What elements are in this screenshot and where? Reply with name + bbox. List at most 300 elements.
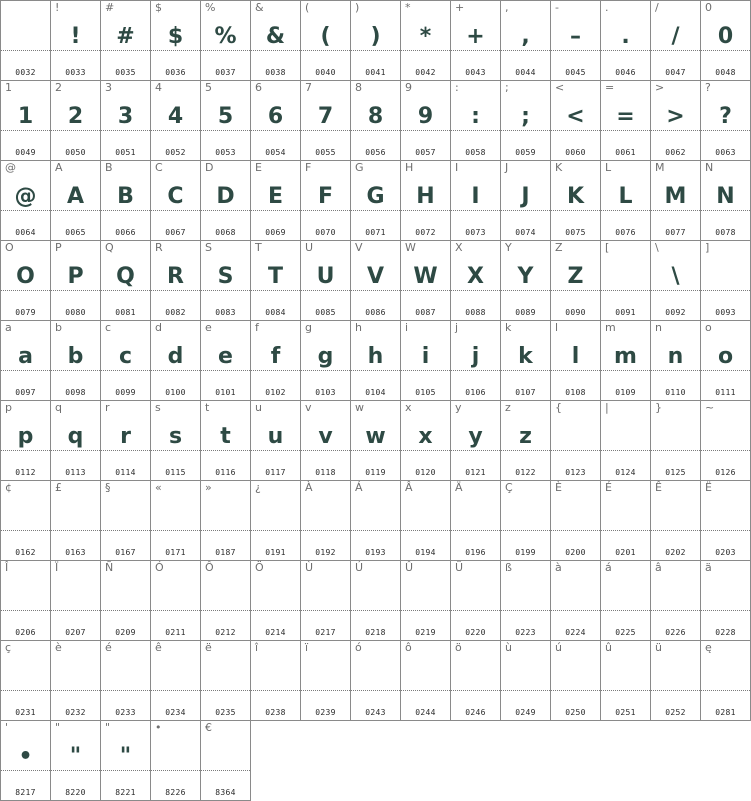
- glyph-preview: Y: [517, 264, 534, 289]
- character-code: 0231: [15, 708, 36, 717]
- glyph-cell: [1, 401, 51, 481]
- character-label: n: [655, 321, 662, 334]
- character-label: 6: [255, 81, 262, 94]
- character-code: 0167: [115, 548, 136, 557]
- character-label: U: [305, 241, 314, 254]
- baseline-guide: [351, 530, 400, 531]
- character-label: Î: [5, 561, 9, 574]
- glyph-cell: [501, 241, 551, 321]
- character-label: ó: [355, 641, 362, 654]
- character-label: F: [305, 161, 312, 174]
- character-code: 0163: [65, 548, 86, 557]
- glyph-cell: [651, 241, 701, 321]
- glyph-cell: [51, 81, 101, 161]
- glyph-cell: [1, 81, 51, 161]
- character-label: Ü: [455, 561, 464, 574]
- character-label: {: [555, 401, 562, 414]
- glyph-cell: [501, 1, 551, 81]
- character-label: p: [5, 401, 12, 414]
- glyph-cell: [201, 81, 251, 161]
- character-code: 0126: [715, 468, 736, 477]
- character-label: a: [5, 321, 12, 334]
- glyph-preview: ?: [719, 104, 732, 129]
- baseline-guide: [201, 770, 250, 771]
- character-code: 0249: [515, 708, 536, 717]
- character-label: 9: [405, 81, 412, 94]
- glyph-cell: [451, 81, 501, 161]
- character-label: ": [105, 721, 111, 734]
- character-code: 0162: [15, 548, 36, 557]
- baseline-guide: [501, 690, 550, 691]
- glyph-cell: [251, 481, 301, 561]
- glyph-cell: [451, 641, 501, 721]
- glyph-preview: G: [366, 184, 385, 209]
- character-label: ù: [505, 641, 512, 654]
- character-code: 0225: [615, 628, 636, 637]
- glyph-cell: [301, 401, 351, 481]
- character-code: 0055: [315, 148, 336, 157]
- glyph-cell: [151, 561, 201, 641]
- baseline-guide: [451, 690, 500, 691]
- glyph-cell: [1, 1, 51, 81]
- character-code: 8221: [115, 788, 136, 797]
- glyph-cell: [601, 321, 651, 401]
- glyph-preview: j: [471, 344, 480, 369]
- character-label: $: [155, 1, 162, 14]
- glyph-cell: [201, 641, 251, 721]
- baseline-guide: [651, 450, 700, 451]
- character-code: 0171: [165, 548, 186, 557]
- character-code: 0057: [415, 148, 436, 157]
- character-code: 0092: [665, 308, 686, 317]
- glyph-cell: [651, 641, 701, 721]
- glyph-preview: I: [471, 184, 480, 209]
- character-code: 0250: [565, 708, 586, 717]
- glyph-preview: l: [571, 344, 580, 369]
- glyph-preview: +: [466, 24, 485, 49]
- character-label: ¿: [255, 481, 261, 494]
- glyph-cell: [601, 161, 651, 241]
- glyph-cell: [651, 161, 701, 241]
- glyph-cell: [701, 161, 751, 241]
- character-label: m: [605, 321, 616, 334]
- glyph-preview: v: [318, 424, 333, 449]
- character-label: x: [405, 401, 412, 414]
- character-code: 0099: [115, 388, 136, 397]
- glyph-preview: 0: [717, 24, 734, 49]
- character-code: 0235: [215, 708, 236, 717]
- glyph-preview: &: [265, 24, 286, 49]
- character-label: (: [305, 1, 310, 14]
- character-label: É: [605, 481, 612, 494]
- character-code: 0252: [665, 708, 686, 717]
- character-label: •: [155, 721, 162, 734]
- glyph-preview: f: [270, 344, 281, 369]
- character-label: j: [455, 321, 459, 334]
- character-label: Ó: [155, 561, 164, 574]
- character-label: ä: [705, 561, 712, 574]
- character-code: 0042: [415, 68, 436, 77]
- glyph-cell: [651, 401, 701, 481]
- baseline-guide: [701, 610, 750, 611]
- character-code: 0244: [415, 708, 436, 717]
- character-code: 0120: [415, 468, 436, 477]
- character-label: Ë: [705, 481, 712, 494]
- glyph-cell: [1, 321, 51, 401]
- character-code: 0232: [65, 708, 86, 717]
- glyph-preview: C: [167, 184, 184, 209]
- character-code: 0206: [15, 628, 36, 637]
- glyph-cell: [51, 1, 101, 81]
- glyph-preview: 8: [367, 104, 384, 129]
- glyph-preview: k: [518, 344, 533, 369]
- character-label: W: [405, 241, 416, 254]
- character-code: 0281: [715, 708, 736, 717]
- glyph-cell: [251, 321, 301, 401]
- glyph-preview: D: [216, 184, 235, 209]
- glyph-cell: [301, 321, 351, 401]
- glyph-preview: ,: [521, 24, 530, 49]
- glyph-preview: :: [471, 104, 480, 129]
- glyph-cell: [551, 401, 601, 481]
- baseline-guide: [651, 690, 700, 691]
- character-label: ę: [705, 641, 712, 654]
- character-label: ü: [655, 641, 662, 654]
- character-label: á: [605, 561, 612, 574]
- character-label: v: [305, 401, 312, 414]
- glyph-cell: [1, 721, 51, 801]
- character-code: 0098: [65, 388, 86, 397]
- character-code: 0228: [715, 628, 736, 637]
- character-label: =: [605, 81, 615, 94]
- baseline-guide: [101, 690, 150, 691]
- baseline-guide: [251, 530, 300, 531]
- glyph-preview: H: [416, 184, 435, 209]
- character-label: Ñ: [105, 561, 114, 574]
- character-code: 0069: [265, 228, 286, 237]
- glyph-cell: [651, 1, 701, 81]
- character-code: 0217: [315, 628, 336, 637]
- glyph-cell: [301, 161, 351, 241]
- character-label: %: [205, 1, 216, 14]
- character-code: 0124: [615, 468, 636, 477]
- character-code: 0059: [515, 148, 536, 157]
- character-label: u: [255, 401, 262, 414]
- baseline-guide: [1, 530, 50, 531]
- glyph-preview: b: [67, 344, 84, 369]
- character-code: 0071: [365, 228, 386, 237]
- glyph-preview: $: [167, 24, 184, 49]
- baseline-guide: [401, 610, 450, 611]
- character-code: 0079: [15, 308, 36, 317]
- character-label: À: [305, 481, 313, 494]
- glyph-preview: (: [320, 24, 331, 49]
- character-code: 0103: [315, 388, 336, 397]
- character-code: 0223: [515, 628, 536, 637]
- baseline-guide: [151, 770, 200, 771]
- glyph-cell: [201, 1, 251, 81]
- glyph-cell: [451, 241, 501, 321]
- baseline-guide: [401, 690, 450, 691]
- character-label: c: [105, 321, 112, 334]
- character-code: 0070: [315, 228, 336, 237]
- glyph-preview: B: [117, 184, 134, 209]
- glyph-cell: [401, 241, 451, 321]
- baseline-guide: [551, 530, 600, 531]
- character-code: 0203: [715, 548, 736, 557]
- character-code: 0044: [515, 68, 536, 77]
- glyph-preview: L: [618, 184, 633, 209]
- character-label: ë: [205, 641, 212, 654]
- baseline-guide: [651, 610, 700, 611]
- character-label: l: [555, 321, 559, 334]
- baseline-guide: [201, 610, 250, 611]
- character-code: 0065: [65, 228, 86, 237]
- baseline-guide: [1, 690, 50, 691]
- glyph-preview: X: [467, 264, 484, 289]
- character-label: K: [555, 161, 563, 174]
- character-label: è: [55, 641, 62, 654]
- glyph-cell: [551, 81, 601, 161]
- character-code: 0051: [115, 148, 136, 157]
- character-code: 0118: [315, 468, 336, 477]
- glyph-preview: m: [614, 344, 637, 369]
- glyph-preview: S: [217, 264, 234, 289]
- character-code: 0115: [165, 468, 186, 477]
- character-code: 0045: [565, 68, 586, 77]
- character-code: 0067: [165, 228, 186, 237]
- glyph-preview: \: [671, 264, 680, 289]
- character-code: 0075: [565, 228, 586, 237]
- baseline-guide: [51, 610, 100, 611]
- character-code: 0086: [365, 308, 386, 317]
- character-code: 0037: [215, 68, 236, 77]
- glyph-preview: >: [666, 104, 685, 129]
- glyph-cell: [401, 161, 451, 241]
- character-label: +: [455, 1, 465, 14]
- glyph-cell: [151, 641, 201, 721]
- baseline-guide: [201, 690, 250, 691]
- character-code: 0238: [265, 708, 286, 717]
- character-label: ]: [705, 241, 710, 254]
- character-code: 0199: [515, 548, 536, 557]
- glyph-cell: [701, 561, 751, 641]
- glyph-preview: h: [367, 344, 384, 369]
- character-code: 0032: [15, 68, 36, 77]
- glyph-cell: [51, 481, 101, 561]
- character-label: N: [705, 161, 714, 174]
- character-code: 0066: [115, 228, 136, 237]
- character-label: 8: [355, 81, 362, 94]
- glyph-cell: [351, 641, 401, 721]
- glyph-preview: r: [120, 424, 131, 449]
- character-code: 0104: [365, 388, 386, 397]
- glyph-cell: [551, 321, 601, 401]
- character-code: 0114: [115, 468, 136, 477]
- glyph-preview: A: [66, 184, 85, 209]
- glyph-cell: [701, 81, 751, 161]
- character-label: *: [405, 1, 411, 14]
- character-label: E: [255, 161, 262, 174]
- glyph-cell: [301, 641, 351, 721]
- character-label: ¢: [5, 481, 12, 494]
- glyph-preview: #: [116, 24, 135, 49]
- baseline-guide: [351, 690, 400, 691]
- glyph-cell: [151, 401, 201, 481]
- character-label: &: [255, 1, 264, 14]
- glyph-cell: [151, 1, 201, 81]
- character-label: f: [255, 321, 259, 334]
- glyph-cell: [551, 1, 601, 81]
- character-label: €: [205, 721, 212, 734]
- baseline-guide: [101, 610, 150, 611]
- character-label: §: [105, 481, 111, 494]
- character-label: ú: [555, 641, 562, 654]
- character-label: T: [255, 241, 262, 254]
- glyph-cell: [351, 481, 401, 561]
- baseline-guide: [51, 530, 100, 531]
- character-code: 0202: [665, 548, 686, 557]
- glyph-cell: [51, 401, 101, 481]
- character-code: 0097: [15, 388, 36, 397]
- character-code: 0112: [15, 468, 36, 477]
- glyph-preview: O: [16, 264, 35, 289]
- character-label: é: [105, 641, 112, 654]
- glyph-cell: [251, 241, 301, 321]
- character-label: 2: [55, 81, 62, 94]
- character-label: >: [655, 81, 665, 94]
- character-code: 0106: [465, 388, 486, 397]
- glyph-cell: [101, 641, 151, 721]
- character-label: Ö: [255, 561, 264, 574]
- character-code: 0234: [165, 708, 186, 717]
- glyph-cell: [201, 401, 251, 481]
- glyph-cell: [401, 81, 451, 161]
- baseline-guide: [601, 530, 650, 531]
- baseline-guide: [1, 50, 50, 51]
- character-code: 8364: [215, 788, 236, 797]
- glyph-cell: [301, 481, 351, 561]
- glyph-preview: P: [67, 264, 84, 289]
- character-label: 0: [705, 1, 712, 14]
- character-label: s: [155, 401, 161, 414]
- character-label: z: [505, 401, 511, 414]
- character-code: 0122: [515, 468, 536, 477]
- character-label: Y: [505, 241, 512, 254]
- glyph-cell: [501, 401, 551, 481]
- character-code: 0246: [465, 708, 486, 717]
- character-code: 0209: [115, 628, 136, 637]
- character-label: Ê: [655, 481, 662, 494]
- character-label: Q: [105, 241, 114, 254]
- character-code: 0108: [565, 388, 586, 397]
- glyph-preview: a: [18, 344, 33, 369]
- glyph-cell: [701, 321, 751, 401]
- baseline-guide: [101, 530, 150, 531]
- character-label: Â: [405, 481, 413, 494]
- character-label: 7: [305, 81, 312, 94]
- character-code: 0048: [715, 68, 736, 77]
- character-label: }: [655, 401, 662, 414]
- glyph-cell: [201, 321, 251, 401]
- glyph-cell: [301, 81, 351, 161]
- glyph-cell: [601, 561, 651, 641]
- glyph-preview: W: [413, 264, 438, 289]
- glyph-cell: [151, 161, 201, 241]
- glyph-cell: [401, 481, 451, 561]
- glyph-preview: c: [118, 344, 133, 369]
- character-label: [: [605, 241, 610, 254]
- character-code: 0058: [465, 148, 486, 157]
- glyph-cell: [551, 481, 601, 561]
- glyph-cell: [301, 241, 351, 321]
- baseline-guide: [251, 610, 300, 611]
- character-label: â: [655, 561, 662, 574]
- character-label: X: [455, 241, 463, 254]
- character-code: 8220: [65, 788, 86, 797]
- glyph-preview: 2: [67, 104, 84, 129]
- glyph-preview: Z: [567, 264, 584, 289]
- character-code: 0219: [415, 628, 436, 637]
- glyph-preview: =: [616, 104, 635, 129]
- glyph-preview: <: [566, 104, 585, 129]
- character-code: 0064: [15, 228, 36, 237]
- character-code: 0061: [615, 148, 636, 157]
- character-label: Ú: [355, 561, 364, 574]
- character-code: 0085: [315, 308, 336, 317]
- glyph-preview: 3: [117, 104, 134, 129]
- glyph-preview: !: [70, 24, 81, 49]
- character-label: 4: [155, 81, 162, 94]
- character-code: 0226: [665, 628, 686, 637]
- glyph-preview: R: [167, 264, 184, 289]
- character-label: g: [305, 321, 312, 334]
- glyph-cell: [351, 161, 401, 241]
- character-code: 0125: [665, 468, 686, 477]
- character-label: H: [405, 161, 414, 174]
- character-label: ": [55, 721, 61, 734]
- glyph-preview: y: [468, 424, 483, 449]
- character-label: û: [605, 641, 612, 654]
- character-label: ?: [705, 81, 711, 94]
- character-code: 0102: [265, 388, 286, 397]
- baseline-guide: [701, 450, 750, 451]
- character-code: 0200: [565, 548, 586, 557]
- character-code: 0062: [665, 148, 686, 157]
- glyph-preview: s: [168, 424, 183, 449]
- character-label: ): [355, 1, 360, 14]
- glyph-cell: [351, 81, 401, 161]
- glyph-preview: ": [69, 744, 82, 769]
- character-code: 0121: [465, 468, 486, 477]
- character-label: b: [55, 321, 62, 334]
- character-label: ô: [405, 641, 412, 654]
- character-code: 0046: [615, 68, 636, 77]
- character-label: A: [55, 161, 63, 174]
- character-label: d: [155, 321, 162, 334]
- character-code: 0083: [215, 308, 236, 317]
- character-code: 8226: [165, 788, 186, 797]
- glyph-cell: [351, 1, 401, 81]
- character-code: 0081: [115, 308, 136, 317]
- glyph-cell: [201, 721, 251, 801]
- character-code: 0192: [315, 548, 336, 557]
- glyph-cell: [351, 321, 401, 401]
- baseline-guide: [351, 610, 400, 611]
- glyph-cell: [101, 481, 151, 561]
- glyph-preview: U: [316, 264, 335, 289]
- character-label: 5: [205, 81, 212, 94]
